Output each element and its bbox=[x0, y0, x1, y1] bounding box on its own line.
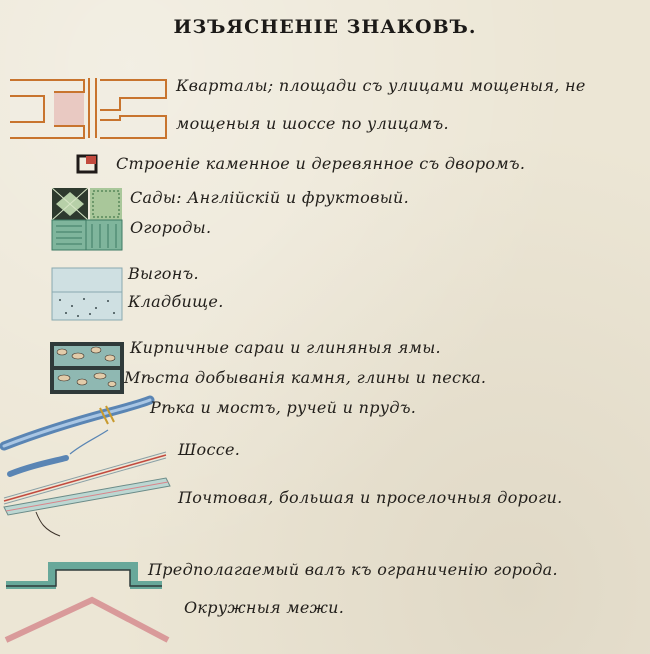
legend-label-buildings: Строеніе каменное и деревянное съ дворомъ. bbox=[116, 154, 526, 173]
vegetable-gardens-symbol bbox=[52, 220, 122, 250]
cemetery-symbol bbox=[52, 292, 122, 320]
rampart-symbol bbox=[6, 566, 162, 586]
district-border-symbol bbox=[6, 600, 168, 640]
legend-label-highway: Шоссе. bbox=[178, 440, 241, 459]
legend-label-quarries: Мѣста добыванія камня, глины и песка. bbox=[124, 368, 487, 387]
quarries-symbol bbox=[50, 368, 124, 394]
legend-label-gardens: Сады: Англійскій и фруктовый. bbox=[130, 188, 410, 207]
gardens-symbol bbox=[52, 188, 122, 220]
legend-label-quarters-2: мощеныя и шоссе по улицамъ. bbox=[176, 114, 449, 133]
legend-label-cemetery: Кладбище. bbox=[128, 292, 224, 311]
legend-title: ИЗЪЯСНЕНІЕ ЗНАКОВЪ. bbox=[173, 16, 477, 38]
legend-label-roads: Почтовая, большая и проселочныя дороги. bbox=[178, 488, 563, 507]
roads-symbol bbox=[4, 478, 170, 536]
legend-label-vegetable-gardens: Огороды. bbox=[130, 218, 212, 237]
buildings-symbol bbox=[78, 156, 96, 172]
legend-label-district-border: Окружныя межи. bbox=[184, 598, 345, 617]
pasture-symbol bbox=[52, 268, 122, 292]
legend-label-quarters-1: Кварталы; площади съ улицами мощеныя, не bbox=[176, 76, 586, 95]
legend-label-rampart: Предполагаемый валъ къ ограниченію города. bbox=[148, 560, 558, 579]
legend-label-brickworks: Кирпичные сараи и глиняныя ямы. bbox=[130, 338, 441, 357]
brickworks-symbol bbox=[50, 342, 124, 368]
legend-label-pasture: Выгонъ. bbox=[128, 264, 199, 283]
quarters-streets-symbol bbox=[10, 78, 168, 138]
legend-label-river-bridge: Рѣка и мостъ, ручей и прудъ. bbox=[150, 398, 417, 417]
